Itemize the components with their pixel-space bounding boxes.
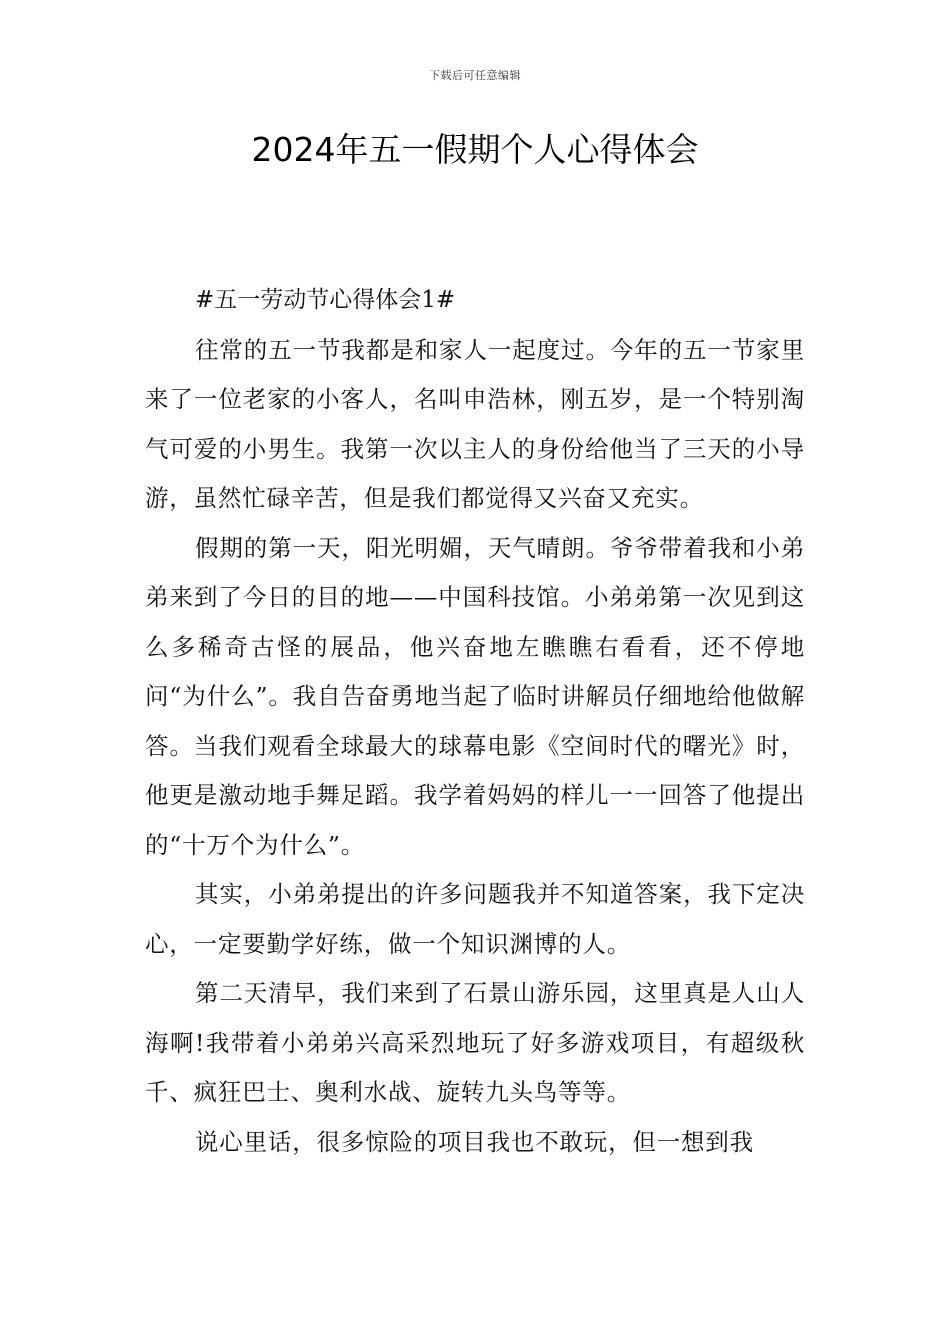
paragraph-5: 说心里话，很多惊险的项目我也不敢玩，但一想到我	[195, 1127, 754, 1156]
section-heading: #五一劳动节心得体会1#	[195, 287, 456, 313]
page-title: 2024年五一假期个人心得体会	[251, 130, 699, 169]
paragraph-2: 假期的第一天，阳光明媚，天气晴朗。爷爷带着我和小弟弟来到了今日的目的地——中国科技馆。小弟弟第一次见到这么多稀奇古怪的展品，他兴奋地左瞧瞧右看看，还不停地问“为什么”。我自告奋勇地当起了临时讲解员仔细地给他做解答。当我们观看全球最大的球幕电影《空间时代的曙光》时，他更是激动地手舞足蹈。我学着妈妈的样儿一一回答了他提出的“十万个为什么”。	[145, 533, 805, 859]
paragraph-3: 其实，小弟弟提出的许多问题我并不知道答案，我下定决心，一定要勤学好练，做一个知识渊博的人。	[145, 880, 805, 958]
paragraph-4: 第二天清早，我们来到了石景山游乐园，这里真是人山人海啊!我带着小弟弟兴高采烈地玩了好多游戏项目，有超级秋千、疯狂巴士、奥利水战、旋转九头鸟等等。	[145, 979, 805, 1106]
document-body	[145, 276, 805, 1167]
header-note: 下载后可任意编辑	[429, 69, 521, 82]
paragraph-1: 往常的五一节我都是和家人一起度过。今年的五一节家里来了一位老家的小客人，名叫申浩林，刚五岁，是一个特别淘气可爱的小男生。我第一次以主人的身份给他当了三天的小导游，虽然忙碌辛苦，但是我们都觉得又兴奋又充实。	[145, 335, 805, 512]
